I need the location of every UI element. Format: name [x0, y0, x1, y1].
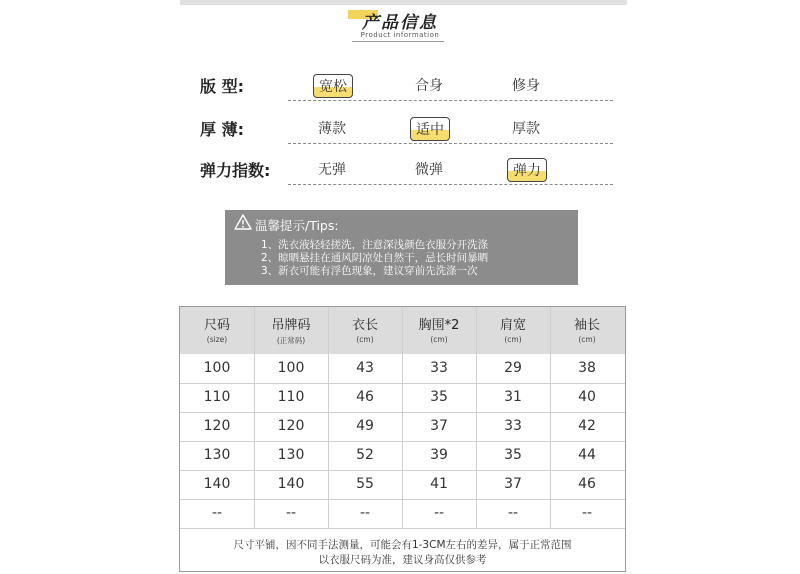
table-cell: 100	[203, 360, 231, 376]
option-thick[interactable]: 厚款	[512, 121, 540, 137]
attr-label: 弹力指数:	[200, 161, 271, 180]
table-cell: 52	[356, 447, 374, 463]
row-divider	[180, 499, 625, 500]
table-cell: --	[581, 505, 593, 521]
option-medium[interactable]: 适中	[410, 117, 450, 141]
row-divider	[180, 383, 625, 384]
header-cell-tag-size: 吊牌码 (正常码)	[271, 318, 311, 345]
section-title-wrap	[0, 8, 800, 33]
table-cell: 35	[430, 389, 448, 405]
table-cell: 41	[430, 476, 448, 492]
table-cell: 130	[203, 447, 231, 463]
title-underline	[352, 41, 444, 42]
table-cell: 46	[356, 389, 374, 405]
table-cell: 43	[356, 360, 374, 376]
table-cell: 130	[277, 447, 305, 463]
section-subtitle: Product information	[360, 31, 440, 39]
table-cell: 29	[504, 360, 522, 376]
table-cell: 37	[504, 476, 522, 492]
header-cell-size: 尺码 (size)	[203, 318, 230, 344]
dashed-divider	[288, 100, 613, 101]
dashed-divider	[288, 184, 613, 185]
header-cell-chest: 胸围*2 (cm)	[418, 318, 460, 344]
option-no-stretch[interactable]: 无弹	[318, 162, 346, 178]
option-slim[interactable]: 修身	[512, 78, 540, 94]
table-cell: 35	[504, 447, 522, 463]
table-cell: 100	[277, 360, 305, 376]
table-note: 以衣服尺码为准，建议身高仅供参考	[318, 554, 487, 566]
attr-row-thickness	[200, 115, 620, 145]
table-cell: --	[211, 505, 223, 521]
header-cell-length: 衣长 (cm)	[351, 318, 378, 344]
table-cell: 49	[356, 418, 374, 434]
table-cell: 40	[578, 389, 596, 405]
table-cell: 39	[430, 447, 448, 463]
table-cell: --	[359, 505, 371, 521]
attr-label: 版 型:	[200, 77, 244, 96]
table-cell: 110	[203, 389, 231, 405]
tip-line: 1、洗衣液轻轻搓洗，注意深浅颜色衣服分开洗涤	[261, 239, 489, 251]
option-thin[interactable]: 薄款	[318, 121, 346, 137]
row-divider	[180, 470, 625, 471]
tips-box	[225, 210, 578, 285]
header-cell-shoulder: 肩宽 (cm)	[499, 318, 526, 344]
table-cell: 120	[203, 418, 231, 434]
table-cell: 110	[277, 389, 305, 405]
table-row	[180, 383, 625, 412]
table-cell: --	[285, 505, 297, 521]
section-title: 产品信息	[362, 13, 438, 33]
attr-row-stretch	[200, 156, 620, 186]
table-row	[180, 499, 625, 528]
option-stretch[interactable]: 弹力	[507, 158, 547, 182]
attr-row-fit	[200, 72, 620, 102]
size-table	[179, 306, 626, 572]
table-row	[180, 412, 625, 441]
top-divider	[180, 0, 627, 5]
dashed-divider	[288, 143, 613, 144]
header-cell-sleeve: 袖长 (cm)	[573, 318, 600, 344]
table-cell: 37	[430, 418, 448, 434]
tip-line: 3、新衣可能有浮色现象，建议穿前先洗涤一次	[261, 265, 478, 277]
table-cell: 55	[356, 476, 374, 492]
option-regular[interactable]: 合身	[415, 78, 443, 94]
row-divider	[180, 441, 625, 442]
table-cell: --	[433, 505, 445, 521]
table-row	[180, 441, 625, 470]
table-note: 尺寸平铺，因不同手法测量，可能会有1-3CM左右的差异，属于正常范围	[233, 539, 572, 551]
row-divider	[180, 528, 625, 529]
tips-title: 温馨提示/Tips:	[255, 218, 339, 233]
table-cell: 46	[578, 476, 596, 492]
table-cell: 33	[504, 418, 522, 434]
table-cell: 31	[504, 389, 522, 405]
table-cell: 44	[578, 447, 596, 463]
table-cell: --	[507, 505, 519, 521]
table-cell: 38	[578, 360, 596, 376]
table-cell: 140	[203, 476, 231, 492]
option-slight-stretch[interactable]: 微弹	[415, 162, 443, 178]
table-cell: 33	[430, 360, 448, 376]
option-loose[interactable]: 宽松	[313, 74, 353, 98]
table-cell: 120	[277, 418, 305, 434]
table-row	[180, 470, 625, 499]
tip-line: 2、晾晒悬挂在通风阴凉处自然干，忌长时间暴晒	[261, 252, 489, 264]
row-divider	[180, 412, 625, 413]
table-cell: 140	[277, 476, 305, 492]
warning-icon	[234, 214, 252, 230]
table-row	[180, 354, 625, 383]
table-cell: 42	[578, 418, 596, 434]
attr-label: 厚 薄:	[200, 120, 244, 139]
